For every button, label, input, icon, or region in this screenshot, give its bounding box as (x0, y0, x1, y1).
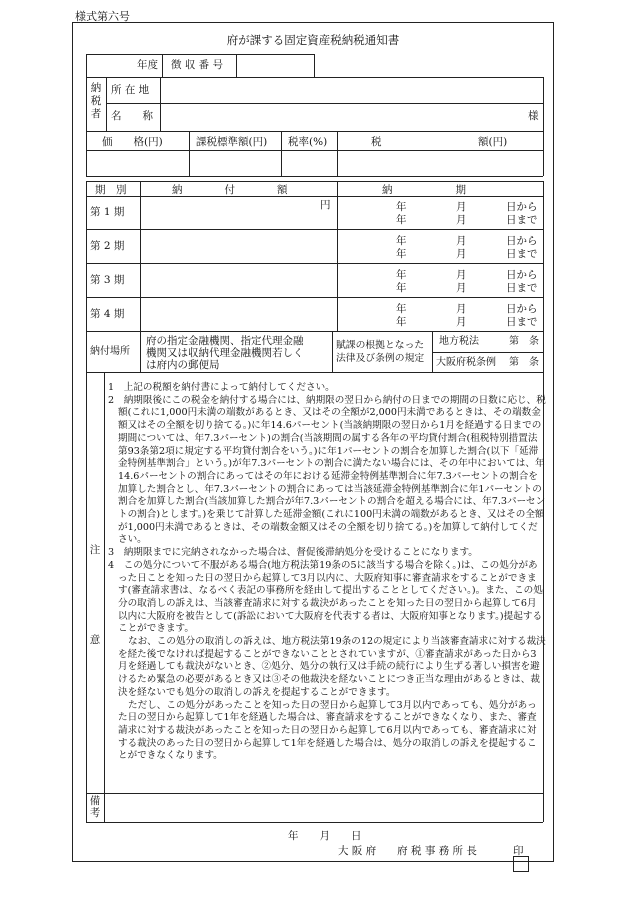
deadline-2-from-day: 日から (506, 235, 538, 247)
deadline-3-until-day: 日まで (506, 282, 538, 294)
taxpayer-field-divider (160, 77, 161, 131)
header-bottom-line (86, 77, 543, 78)
form-number-label: 様式第六号 (75, 10, 130, 23)
honorific-sama: 様 (528, 110, 539, 122)
tax-basis-label-1: 賦課の根拠となった (336, 340, 425, 351)
notes-left-line (86, 372, 87, 793)
taxpayer-label-divider (106, 77, 107, 131)
deadline-4-until-month: 月 (456, 316, 467, 328)
tax-rate-header: 税率(%) (288, 136, 328, 148)
deadline-1-until-month: 月 (456, 214, 467, 226)
address-field[interactable] (162, 79, 542, 102)
deadline-2-from-year: 年 (396, 235, 407, 247)
local-tax-law-label: 地方税法 (439, 336, 479, 347)
deadline-3-from-month: 月 (456, 269, 467, 281)
installment-header-line (86, 196, 543, 197)
remarks-bottom-line (86, 822, 543, 823)
deadline-4-from-month: 月 (456, 303, 467, 315)
taxpayer-char-2: 税 (90, 95, 102, 107)
installment-top-line (86, 181, 543, 182)
notes-bottom-line (86, 793, 543, 794)
issue-date: 年 月 日 (288, 830, 362, 842)
table-right-line (543, 77, 544, 132)
collection-number-label: 徴 収 番 号 (171, 59, 224, 71)
note-deadline-paragraph: ただし、この処分があったことを知った日の翌日から起算して3月以内であっても、処分があった日の翌日から起算して1年を経過した場合は、審査請求をすることができなくなり、また、審査請求に対する裁決があったことを知った日の翌日から起算して6月以内であっても、審査請求に対する裁決のあった日の翌日から起算して1年を経過した場合は、処分の取消しの訴えを提起することができなくなります。 (118, 699, 537, 762)
payment-place-line-2: 機関又は収納代理金融機関若しく (146, 347, 304, 359)
note-appeal-paragraph: なお、この処分の取消しの訴えは、地方税法第19条の12の規定により当該審査請求に対する裁決を経た後でなければ提起することができないこととされていますが、①審査請求があった日から3月を経過しても裁決がないとき、②処分、処分の執行又は手続の続行により生ずる著しい損害を避けるため緊急の必要があるとき又は③その他裁決を経ないことにつき正当な理由があるときは、裁決を経ないでも処分の取消しの訴えを提起することができます。 (118, 636, 546, 698)
deadline-2-until-day: 日まで (506, 248, 538, 260)
osaka-tax-ordinance-label: 大阪府税条例 (436, 357, 496, 368)
valuation-bottom-line (86, 176, 543, 177)
seal-box (513, 856, 529, 872)
taxpayer-bottom-line (86, 131, 543, 132)
remarks-right-line (543, 793, 544, 822)
fiscal-year-label: 年度 (137, 59, 158, 71)
taxpayer-char-1: 納 (90, 82, 102, 94)
deadline-1-from-year: 年 (396, 201, 407, 213)
deadline-4-until-day: 日まで (506, 316, 538, 328)
remarks-field[interactable] (106, 795, 542, 821)
taxpayer-mid-line (106, 103, 543, 104)
collection-no-divider (236, 54, 237, 77)
notes-side-char-2: 意 (89, 634, 101, 646)
osaka-tax-ordinance-article: 第 条 (509, 357, 539, 368)
valuation-divider-2 (281, 131, 282, 176)
notes-text (108, 382, 546, 763)
deadline-2-until-year: 年 (396, 248, 407, 260)
deadline-2-from-month: 月 (456, 235, 467, 247)
deadline-1-from-month: 月 (456, 201, 467, 213)
remarks-char-2: 考 (89, 807, 101, 819)
collection-number-field[interactable] (238, 55, 313, 76)
deadline-1-until-day: 日まで (506, 214, 538, 226)
law-mid-line (432, 352, 543, 353)
valuation-left-line (86, 131, 87, 176)
deadline-1-from-day: 日から (506, 201, 538, 213)
remarks-left-line (86, 793, 87, 822)
payment-divider-2 (332, 331, 333, 372)
notes-side-divider (104, 372, 105, 822)
installment-row-3-label: 第 3 期 (90, 274, 125, 286)
note-item-2: 2 納期限後にこの税金を納付する場合には、納期限の翌日から納付の日までの期間の日数に応じ、税額(これに1,000円未満の端数があるとき、又はその全額が2,000円未満であるときは、その端数金額又はその全額を切り捨てる。)に年14.6パーセント(当該納期限の翌日から1月を経過する日までの期間については、年7.3パーセント)の割合(当該期間の属する各年の平均貸付割合(租税特別措置法第93条第2項に規定する平均貸付割合をいう。)に年1パーセントの割合を加算した割合(以下「延滞金特例基準割合」という。)が年7.3パーセントの割合に満たない場合には、その年中においては、年14.6パーセントの割合にあってはその年における延滞金特例基準割合に年7.3パーセントの割合を加算した割合とし、年7.3パーセントの割合にあっては当該延滞金特例基準割合に年1パーセントの割合を加算した割合(当該加算した割合が年7.3パーセントの割合を超える場合には、年7.3パーセントの割合)とします。)を乗じて計算した延滞金額(これに100円未満の端数があるとき、又はその全額が1,000円未満であるときは、その端数金額又はその全額を切り捨てる。)を加算して納付してください。 (108, 394, 546, 546)
installment-right-line (543, 181, 544, 372)
name-label: 名 称 (111, 110, 153, 122)
payment-divider-1 (140, 331, 141, 372)
installment-line-2 (86, 263, 543, 264)
deadline-3-from-day: 日から (506, 269, 538, 281)
payment-bottom-line (86, 372, 543, 373)
tax-amount-header: 額(円) (478, 136, 508, 148)
note-item-3: 3 納期限までに完納されなかった場合は、督促後滞納処分を受けることになります。 (108, 547, 478, 559)
amount-header: 納 付 額 (172, 184, 288, 196)
yen-unit: 円 (320, 199, 331, 211)
address-label: 所 在 地 (111, 84, 150, 96)
installment-line-1 (86, 229, 543, 230)
deadline-1-until-year: 年 (396, 214, 407, 226)
year-divider (162, 54, 163, 77)
deadline-2-until-month: 月 (456, 248, 467, 260)
payment-place-line-3: は府内の郵便局 (146, 359, 220, 371)
deadline-3-from-year: 年 (396, 269, 407, 281)
deadline-3-until-month: 月 (456, 282, 467, 294)
installment-line-3 (86, 297, 543, 298)
installment-divider-1 (140, 181, 141, 331)
deadline-header: 納 期 (382, 184, 466, 196)
tax-basis-label-2: 法律及び条例の規定 (336, 353, 425, 364)
installment-divider-2 (337, 181, 338, 331)
payment-place-label: 納付場所 (90, 346, 130, 357)
tax-base-header: 課税標準額(円) (196, 136, 268, 148)
valuation-header-line (86, 150, 543, 151)
deadline-4-until-year: 年 (396, 316, 407, 328)
taxpayer-char-3: 者 (90, 108, 102, 120)
local-tax-law-article: 第 条 (509, 336, 539, 347)
table-left-line (86, 54, 87, 132)
seal-mark: 印 (513, 845, 524, 857)
installment-row-2-label: 第 2 期 (90, 240, 125, 252)
payment-place-line-1: 府の指定金融機関、指定代理金融 (146, 335, 304, 347)
installment-row-4-label: 第 4 期 (90, 308, 125, 320)
note-item-4: 4 この処分について不服がある場合(地方税法第19条の5に該当する場合を除く。)は、この処分があった日ことを知った日の翌日から起算して3月以内に、大阪府知事に審査請求をすることができます(審査請求書は、なるべく表記の事務所を経由して提出することとしてください。)。また、この処分の取消しの訴えは、当該審査請求に対する裁決があったことを知った日の翌日から起算して6月以内に大阪府を被告として(訴訟において大阪府を代表する者は、大阪府知事となります。)提起することができます。 (108, 559, 543, 635)
document-title: 府が課する固定資産税納税通知書 (226, 33, 400, 47)
tax-label-header: 税 (371, 136, 382, 148)
valuation-divider-1 (189, 131, 190, 176)
notes-side-char-1: 注 (89, 544, 101, 556)
remarks-char-1: 備 (89, 795, 101, 807)
deadline-4-from-day: 日から (506, 303, 538, 315)
deadline-3-until-year: 年 (396, 282, 407, 294)
period-header: 期 別 (95, 184, 127, 196)
price-header: 価 格(円) (102, 136, 163, 148)
valuation-right-line (543, 131, 544, 176)
installment-left-line (86, 181, 87, 372)
name-field[interactable] (162, 105, 522, 130)
installment-row-1-label: 第 1 期 (90, 206, 125, 218)
installment-line-4 (86, 331, 543, 332)
deadline-4-from-year: 年 (396, 303, 407, 315)
valuation-divider-3 (337, 131, 338, 176)
note-item-1: 1 上記の税額を納付書によって納付してください。 (108, 382, 335, 393)
header-right-line (314, 54, 315, 77)
issuer-name: 大 阪 府 府 税 事 務 所 長 (338, 845, 477, 857)
